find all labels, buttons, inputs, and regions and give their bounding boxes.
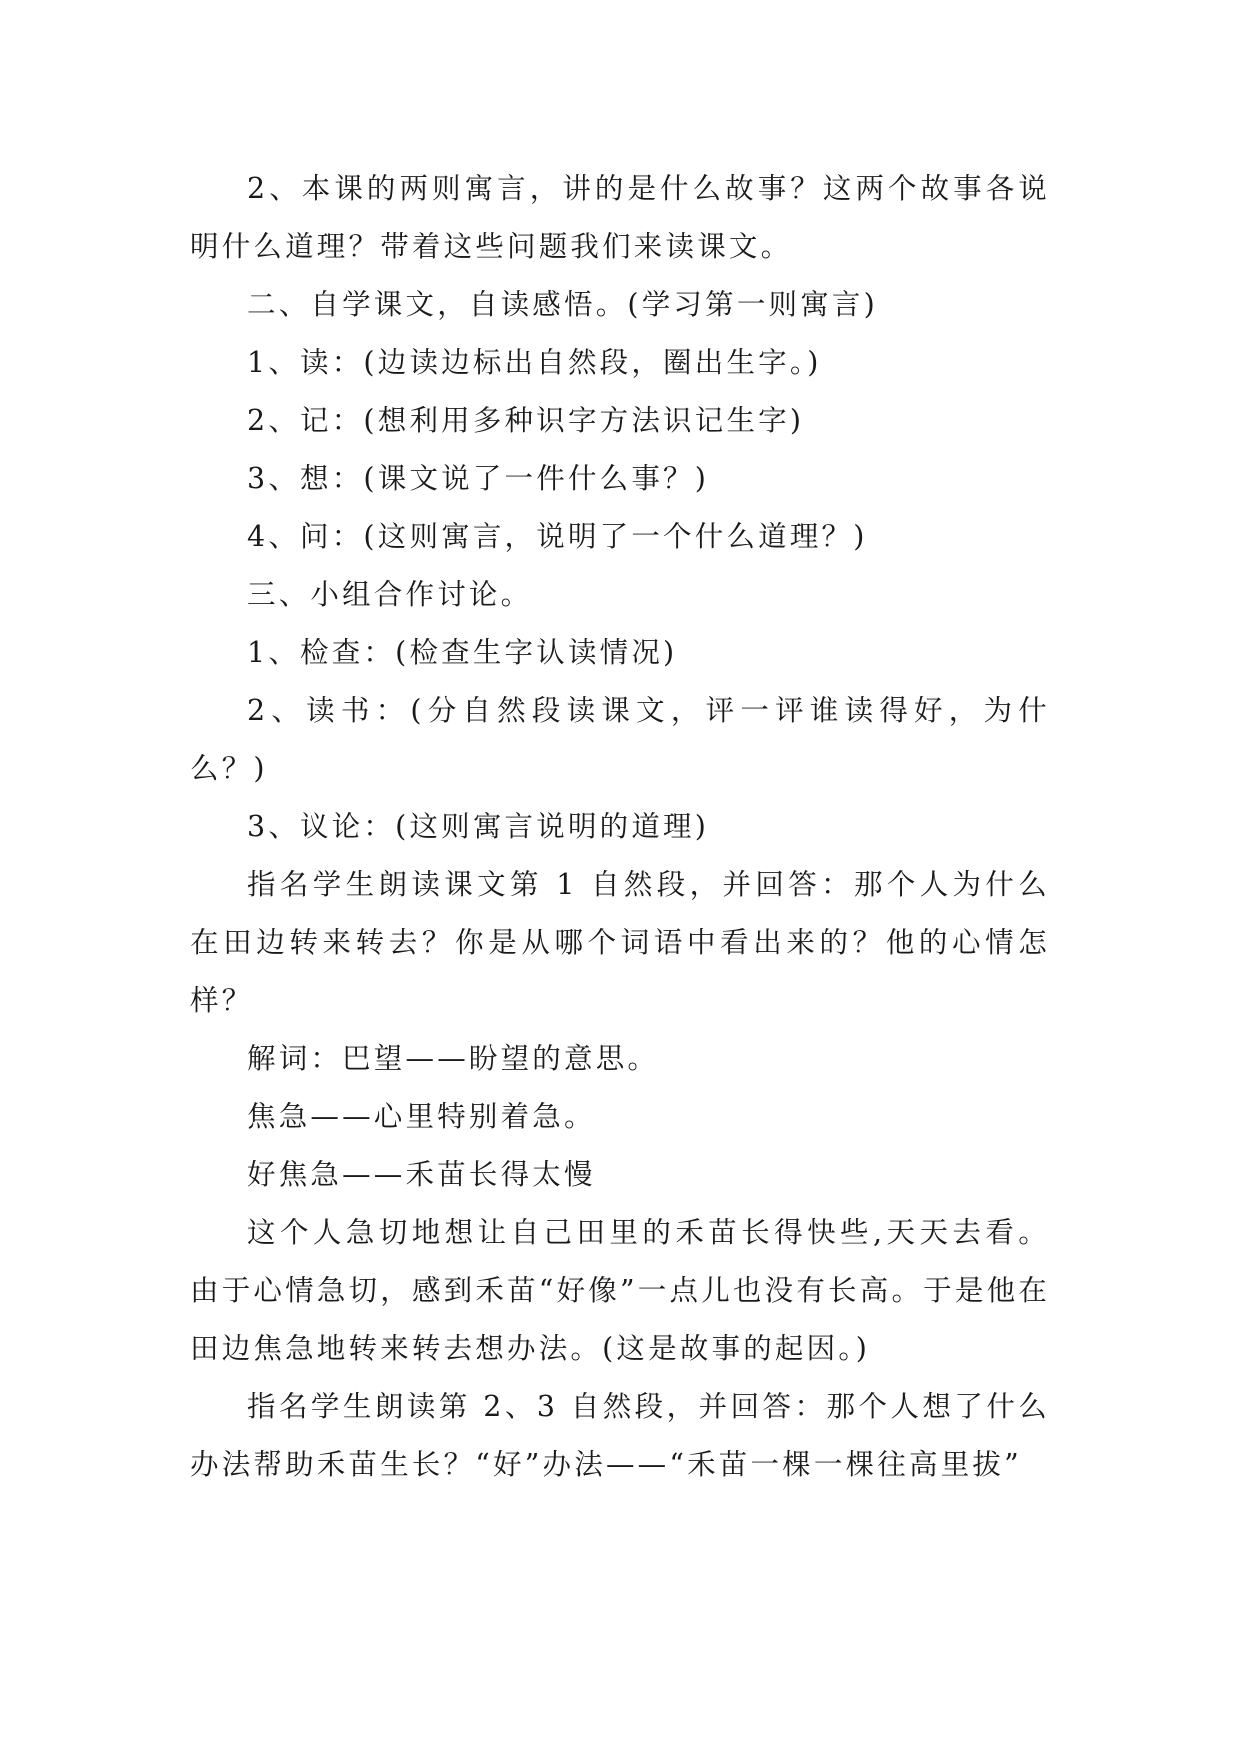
list-item: 3、议论：(这则寓言说明的道理) (247, 810, 710, 843)
list-item: 2、记：(想利用多种识字方法识记生字) (247, 404, 805, 437)
paragraph: 指名学生朗读课文第 1 自然段，并回答：那个人为什么在田边转来转去？你是从哪个词语中看出来的？他的心情怎样？ (190, 868, 1050, 1017)
list-item: 1、读：(边读边标出自然段，圈出生字。) (247, 346, 822, 379)
list-item: 1、检查：(检查生字认读情况) (247, 636, 678, 669)
paragraph: 解词：巴望——盼望的意思。 (247, 1042, 660, 1075)
paragraph: 指名学生朗读第 2、3 自然段，并回答：那个人想了什么办法帮助禾苗生长？“好”办法——“禾苗一棵一棵往高里拔” (190, 1390, 1050, 1481)
list-item: 3、想：(课文说了一件什么事？) (247, 462, 710, 495)
section-heading: 三、小组合作讨论。 (247, 578, 533, 611)
paragraph: 焦急——心里特别着急。 (247, 1100, 596, 1133)
paragraph: 好焦急——禾苗长得太慢 (247, 1158, 596, 1191)
paragraph: 2、本课的两则寓言，讲的是什么故事？这两个故事各说明什么道理？带着这些问题我们来读课文。 (190, 172, 1050, 263)
document-body (190, 160, 1050, 1494)
paragraph: 这个人急切地想让自己田里的禾苗长得快些,天天去看。由于心情急切，感到禾苗“好像”一点儿也没有长高。于是他在田边焦急地转来转去想办法。(这是故事的起因。) (190, 1216, 1050, 1365)
list-item: 4、问：(这则寓言，说明了一个什么道理？) (247, 520, 868, 553)
section-heading: 二、自学课文，自读感悟。(学习第一则寓言) (247, 288, 878, 321)
list-item: 2、读书：(分自然段读课文，评一评谁读得好，为什么？) (190, 694, 1050, 785)
